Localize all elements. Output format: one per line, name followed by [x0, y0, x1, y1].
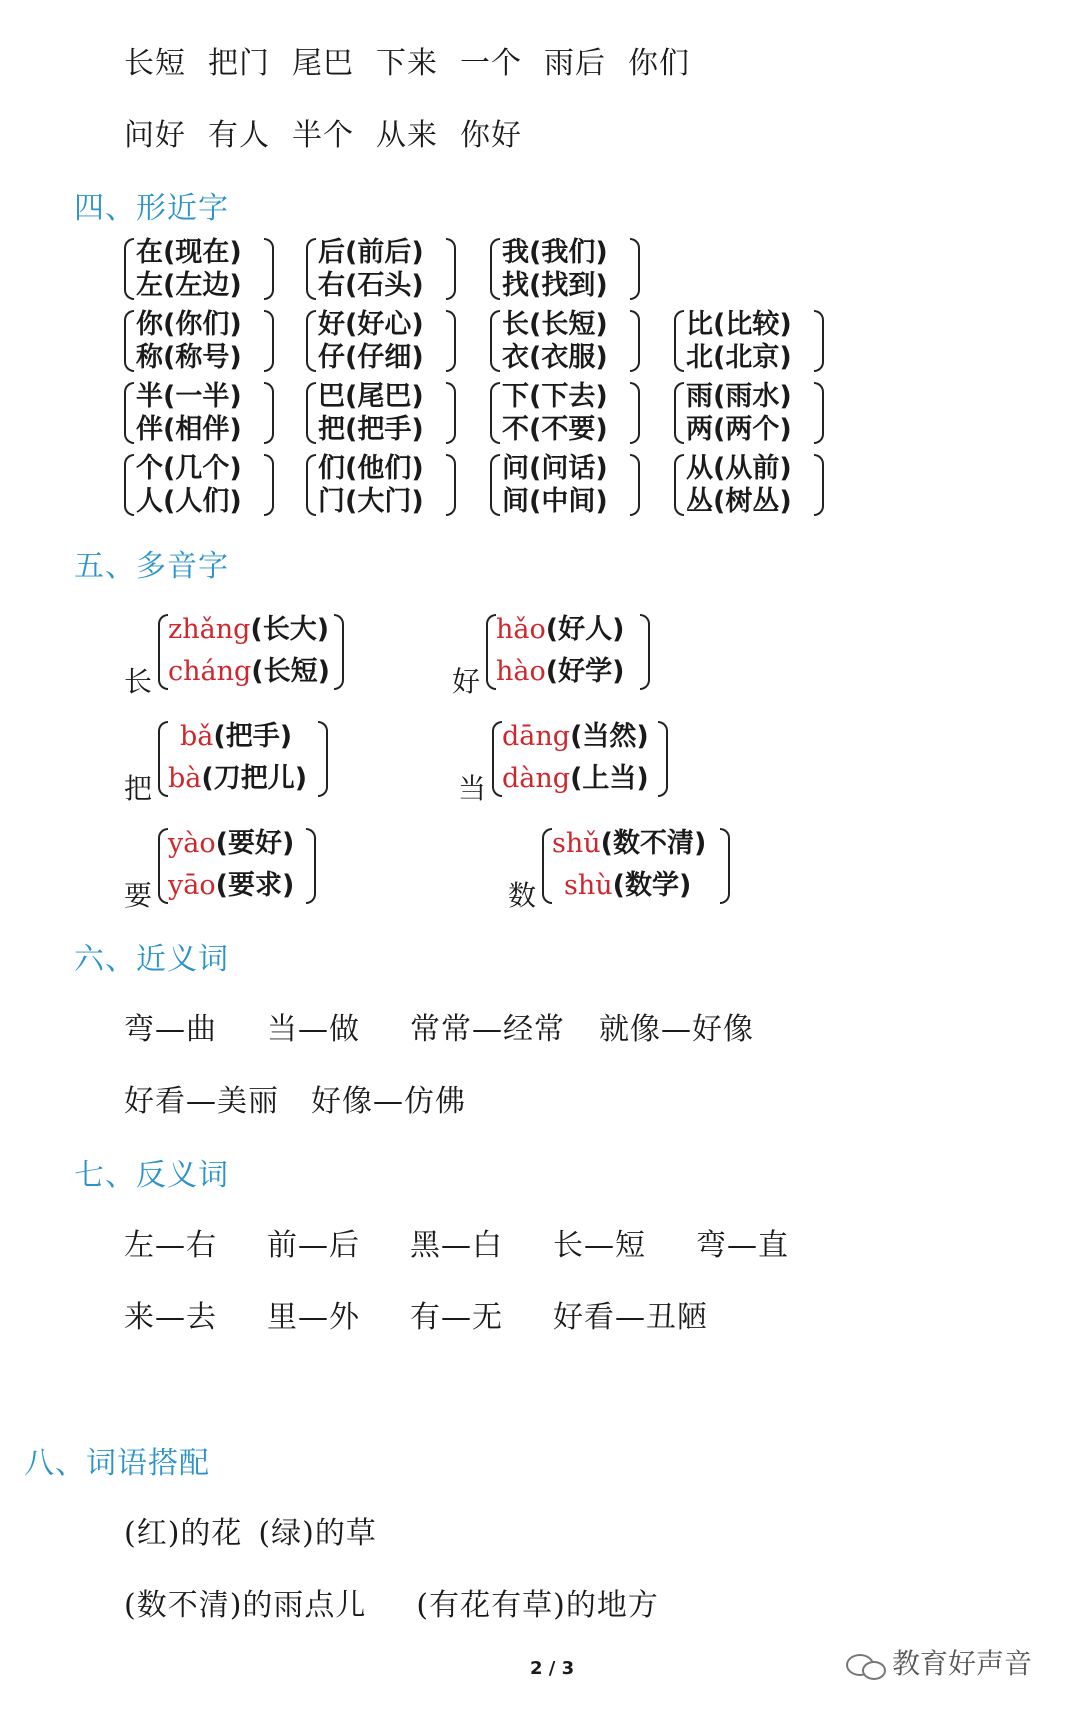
polyphone-char: 好 [452, 665, 481, 698]
pair-word: 门(大门) [318, 486, 424, 517]
antonym-line-2: 来—去 里—外 有—无 好看—丑陋 [124, 1300, 708, 1335]
polyphone-char: 数 [508, 879, 537, 912]
polyphone-ba: 把 bǎ(把手) bà(刀把儿) [124, 717, 328, 801]
pair-word: 们(他们) [318, 453, 424, 484]
section6-title: 六、近义词 [74, 942, 229, 977]
collocation-line-2: (数不清)的雨点儿 (有花有草)的地方 [124, 1588, 659, 1623]
wechat-icon [846, 1652, 886, 1678]
pair-word: 找(找到) [502, 270, 608, 301]
pair-word: 雨(雨水) [686, 381, 792, 412]
near-form-pair [306, 380, 456, 446]
near-form-pair [306, 452, 456, 518]
pair-word: 后(前后) [318, 237, 424, 268]
near-form-pair [490, 380, 640, 446]
near-form-pair [124, 452, 274, 518]
section7-title: 七、反义词 [74, 1158, 229, 1193]
near-form-pair [124, 308, 274, 374]
collocation-line-1: (红)的花 (绿)的草 [124, 1516, 377, 1551]
polyphone-dang: 当 dāng(当然) dàng(上当) [458, 717, 668, 801]
near-form-pair [306, 308, 456, 374]
pair-word: 你(你们) [136, 309, 242, 340]
near-form-pair [124, 380, 274, 446]
pair-word: 左(左边) [136, 270, 242, 301]
page-number: 2 / 3 [530, 1658, 575, 1679]
polyphone-char: 要 [124, 879, 153, 912]
near-form-pair [674, 308, 824, 374]
near-form-pair [674, 380, 824, 446]
near-form-pair [490, 236, 640, 302]
section8-title: 八、词语搭配 [24, 1446, 210, 1481]
pair-word: 好(好心) [318, 309, 424, 340]
pair-word: 长(长短) [502, 309, 608, 340]
pair-word: 丛(树丛) [686, 486, 792, 517]
pair-word: 衣(衣服) [502, 342, 608, 373]
polyphone-char: 长 [124, 665, 153, 698]
pair-word: 不(不要) [502, 414, 608, 445]
pair-word: 下(下去) [502, 381, 608, 412]
pair-word: 我(我们) [502, 237, 608, 268]
polyphone-chang: 长 zhǎng(长大) cháng(长短) [124, 610, 344, 694]
polyphone-char: 把 [124, 772, 153, 805]
polyphone-char: 当 [458, 772, 487, 805]
pair-word: 伴(相伴) [136, 414, 242, 445]
pair-word: 巴(尾巴) [318, 381, 424, 412]
word-line-2: 问好 有人 半个 从来 你好 [124, 118, 522, 153]
near-form-pair [124, 236, 274, 302]
near-form-pair [674, 452, 824, 518]
pair-word: 半(一半) [136, 381, 242, 412]
near-form-pair [490, 452, 640, 518]
pair-word: 在(现在) [136, 237, 242, 268]
polyphone-shu: 数 shǔ(数不清) shù(数学) [508, 824, 730, 908]
section4-title: 四、形近字 [74, 191, 229, 226]
pair-word: 比(比较) [686, 309, 792, 340]
word-line-1: 长短 把门 尾巴 下来 一个 雨后 你们 [124, 46, 690, 81]
pair-word: 两(两个) [686, 414, 792, 445]
pair-word: 右(石头) [318, 270, 424, 301]
synonym-line-1: 弯—曲 当—做 常常—经常 就像—好像 [124, 1012, 754, 1047]
pair-word: 仔(仔细) [318, 342, 424, 373]
watermark: 教育好声音 [846, 1642, 1032, 1682]
near-form-pair [490, 308, 640, 374]
polyphone-hao: 好 hǎo(好人) hào(好学) [452, 610, 650, 694]
pair-word: 从(从前) [686, 453, 792, 484]
pair-word: 人(人们) [136, 486, 242, 517]
near-form-pair [306, 236, 456, 302]
pair-word: 间(中间) [502, 486, 608, 517]
polyphone-yao: 要 yào(要好) yāo(要求) [124, 824, 316, 908]
section5-title: 五、多音字 [74, 549, 229, 584]
synonym-line-2: 好看—美丽 好像—仿佛 [124, 1084, 466, 1119]
pair-word: 把(把手) [318, 414, 424, 445]
pair-word: 称(称号) [136, 342, 242, 373]
pair-word: 个(几个) [136, 453, 242, 484]
pair-word: 北(北京) [686, 342, 792, 373]
antonym-line-1: 左—右 前—后 黑—白 长—短 弯—直 [124, 1228, 789, 1263]
pair-word: 问(问话) [502, 453, 608, 484]
